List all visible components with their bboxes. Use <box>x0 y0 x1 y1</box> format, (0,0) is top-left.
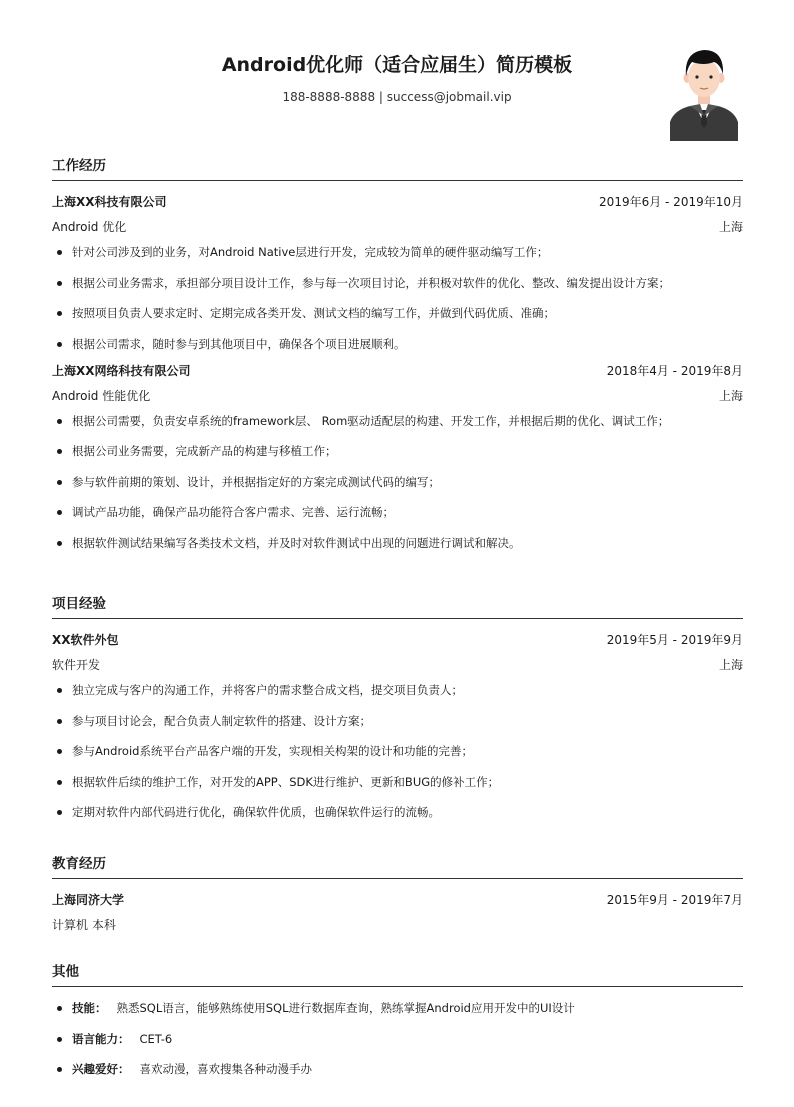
entry-dates: 2015年9月 - 2019年7月 <box>606 893 743 907</box>
bullet-item <box>52 1060 743 1091</box>
bullet-item: 根据公司需求，随时参与到其他项目中，确保各个项目进展顺利。 <box>52 335 743 362</box>
entry-subheader <box>52 916 743 941</box>
section-heading-project: 项目经验 <box>52 594 743 619</box>
section-heading-work: 工作经历 <box>52 156 743 181</box>
school-name: 上海同济大学 <box>52 893 125 907</box>
entry-header <box>52 193 743 218</box>
item-text: 喜欢动漫，喜欢搜集各种动漫手办 <box>139 1062 312 1076</box>
entry-subheader <box>52 656 743 681</box>
item-text: 熟悉SQL语言，能够熟练使用SQL进行数据库查询，熟练掌握Android应用开发中的UI设计 <box>116 1001 575 1015</box>
project-section <box>52 594 743 834</box>
entry-dates: 2019年5月 - 2019年9月 <box>606 633 743 647</box>
bullet-item: 根据软件测试结果编写各类技术文档，并及时对软件测试中出现的问题进行调试和解决。 <box>52 534 743 565</box>
bullet-item <box>52 999 743 1030</box>
entry-subheader <box>52 218 743 243</box>
company-name: 上海XX网络科技有限公司 <box>52 363 191 378</box>
bullet-item: 根据公司需要，负责安卓系统的framework层、 Rom驱动适配层的构建、开发工作，并根据后期的优化、调试工作； <box>52 412 743 443</box>
item-label: 技能： <box>72 1001 107 1015</box>
work-entry <box>52 193 743 362</box>
project-entry <box>52 631 743 834</box>
bullet-list <box>52 999 743 1091</box>
entry-dates: 2018年4月 - 2019年8月 <box>606 363 743 378</box>
other-section <box>52 962 743 1091</box>
bullet-item: 根据公司业务需求，承担部分项目设计工作，参与每一次项目讨论，并积极对软件的优化、整改、编发提出设计方案； <box>52 274 743 305</box>
item-label: 语言能力： <box>72 1031 130 1046</box>
entry-header <box>52 362 743 387</box>
contact-info: 188-8888-8888 | success@jobmail.vip <box>282 90 512 104</box>
bullet-list <box>52 412 743 565</box>
bullet-item: 调试产品功能，确保产品功能符合客户需求、完善、运行流畅； <box>52 503 743 534</box>
degree: 计算机 本科 <box>52 918 116 932</box>
entry-header <box>52 631 743 656</box>
avatar-photo <box>670 44 738 141</box>
project-name: XX软件外包 <box>52 633 119 647</box>
item-text: CET-6 <box>139 1031 173 1046</box>
bullet-item: 根据公司业务需要，完成新产品的构建与移植工作； <box>52 442 743 473</box>
job-location: 上海 <box>718 220 743 234</box>
section-heading-other: 其他 <box>52 962 743 987</box>
bullet-item: 参与软件前期的策划、设计，并根据指定好的方案完成测试代码的编写； <box>52 473 743 504</box>
job-role: Android 性能优化 <box>52 388 151 403</box>
job-location: 上海 <box>718 388 743 403</box>
bullet-item: 独立完成与客户的沟通工作，并将客户的需求整合成文档，提交项目负责人； <box>52 681 743 712</box>
bullet-item: 按照项目负责人要求定时、定期完成各类开发、测试文档的编写工作，并做到代码优质、准确； <box>52 304 743 335</box>
bullet-item: 定期对软件内部代码进行优化，确保软件优质，也确保软件运行的流畅。 <box>52 803 743 834</box>
section-heading-education: 教育经历 <box>52 854 743 879</box>
entry-dates: 2019年6月 - 2019年10月 <box>599 195 743 209</box>
entry-subheader <box>52 387 743 412</box>
project-role: 软件开发 <box>52 658 101 672</box>
job-role: Android 优化 <box>52 220 127 234</box>
item-label: 兴趣爱好： <box>72 1062 130 1076</box>
project-location: 上海 <box>718 658 743 672</box>
bullet-item: 针对公司涉及到的业务，对Android Native层进行开发，完成较为简单的硬件驱动编写工作； <box>52 243 743 274</box>
bullet-item: 参与项目讨论会，配合负责人制定软件的搭建、设计方案； <box>52 712 743 743</box>
bullet-item <box>52 1030 743 1061</box>
bullet-item: 参与Android系统平台产品客户端的开发，实现相关构架的设计和功能的完善； <box>52 742 743 773</box>
page-title: Android优化师（适合应届生）简历模板 <box>221 54 573 76</box>
entry-header <box>52 891 743 916</box>
work-section <box>52 156 743 564</box>
company-name: 上海XX科技有限公司 <box>52 195 167 209</box>
bullet-list <box>52 681 743 834</box>
bullet-item: 根据软件后续的维护工作，对开发的APP、SDK进行维护、更新和BUG的修补工作； <box>52 773 743 804</box>
bullet-list <box>52 243 743 362</box>
education-section <box>52 854 743 941</box>
work-entry <box>52 362 743 565</box>
